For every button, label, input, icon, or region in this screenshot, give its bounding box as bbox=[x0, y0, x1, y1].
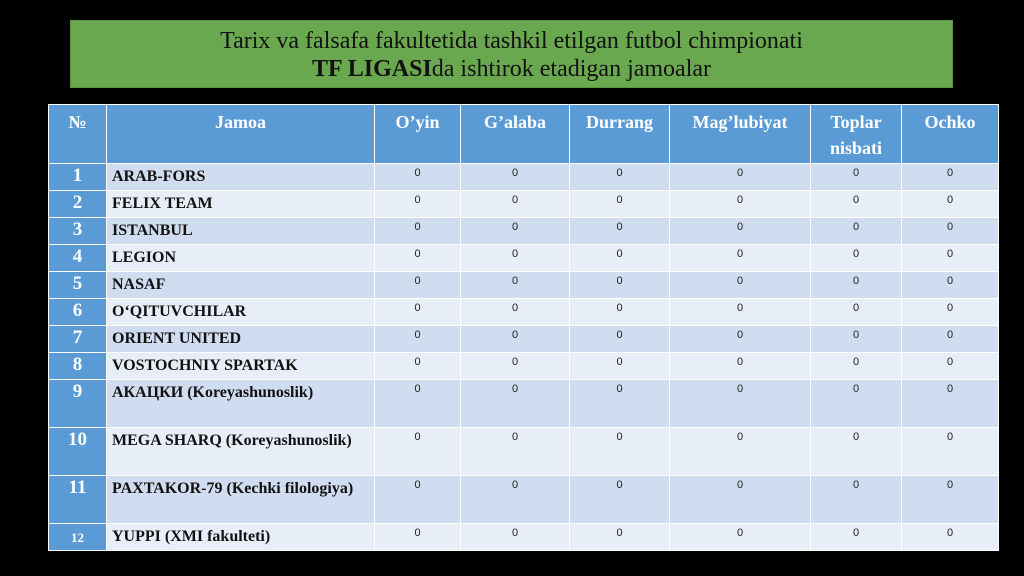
losses-value: 0 bbox=[670, 428, 811, 476]
draws-value: 0 bbox=[570, 299, 670, 326]
header-number: № bbox=[49, 105, 107, 164]
team-name: LEGION bbox=[107, 245, 375, 272]
league-name: TF LIGASI bbox=[311, 56, 432, 82]
header-goal-ratio: Toplar nisbati bbox=[811, 105, 902, 164]
goal-ratio-value: 0 bbox=[811, 326, 902, 353]
title-line-2 bbox=[71, 55, 952, 83]
wins-value: 0 bbox=[461, 272, 570, 299]
draws-value: 0 bbox=[570, 191, 670, 218]
played-value: 0 bbox=[375, 218, 461, 245]
draws-value: 0 bbox=[570, 524, 670, 551]
table-row bbox=[49, 245, 999, 272]
team-name: ORIENT UNITED bbox=[107, 326, 375, 353]
draws-value: 0 bbox=[570, 164, 670, 191]
row-number: 7 bbox=[49, 326, 107, 353]
table-row bbox=[49, 191, 999, 218]
team-name: MEGA SHARQ (Koreyashunoslik) bbox=[107, 428, 375, 476]
points-value: 0 bbox=[902, 380, 999, 428]
header-played: O’yin bbox=[375, 105, 461, 164]
draws-value: 0 bbox=[570, 272, 670, 299]
wins-value: 0 bbox=[461, 299, 570, 326]
losses-value: 0 bbox=[670, 272, 811, 299]
goal-ratio-value: 0 bbox=[811, 272, 902, 299]
row-number: 4 bbox=[49, 245, 107, 272]
goal-ratio-value: 0 bbox=[811, 218, 902, 245]
wins-value: 0 bbox=[461, 326, 570, 353]
losses-value: 0 bbox=[670, 218, 811, 245]
draws-value: 0 bbox=[570, 326, 670, 353]
points-value: 0 bbox=[902, 353, 999, 380]
played-value: 0 bbox=[375, 476, 461, 524]
losses-value: 0 bbox=[670, 164, 811, 191]
points-value: 0 bbox=[902, 326, 999, 353]
wins-value: 0 bbox=[461, 476, 570, 524]
goal-ratio-value: 0 bbox=[811, 524, 902, 551]
losses-value: 0 bbox=[670, 299, 811, 326]
losses-value: 0 bbox=[670, 245, 811, 272]
team-name: FELIX TEAM bbox=[107, 191, 375, 218]
goal-ratio-value: 0 bbox=[811, 428, 902, 476]
played-value: 0 bbox=[375, 245, 461, 272]
table-row bbox=[49, 428, 999, 476]
header-points: Ochko bbox=[902, 105, 999, 164]
team-name: NASAF bbox=[107, 272, 375, 299]
goal-ratio-value: 0 bbox=[811, 353, 902, 380]
played-value: 0 bbox=[375, 326, 461, 353]
played-value: 0 bbox=[375, 299, 461, 326]
table-row bbox=[49, 353, 999, 380]
table-row bbox=[49, 380, 999, 428]
losses-value: 0 bbox=[670, 476, 811, 524]
row-number: 5 bbox=[49, 272, 107, 299]
played-value: 0 bbox=[375, 164, 461, 191]
header-row bbox=[49, 105, 999, 164]
wins-value: 0 bbox=[461, 428, 570, 476]
wins-value: 0 bbox=[461, 164, 570, 191]
team-name: ARAB-FORS bbox=[107, 164, 375, 191]
draws-value: 0 bbox=[570, 245, 670, 272]
row-number: 9 bbox=[49, 380, 107, 428]
losses-value: 0 bbox=[670, 380, 811, 428]
goal-ratio-value: 0 bbox=[811, 191, 902, 218]
points-value: 0 bbox=[902, 245, 999, 272]
team-name: PAXTAKOR-79 (Kechki filologiya) bbox=[107, 476, 375, 524]
header-team: Jamoa bbox=[107, 105, 375, 164]
played-value: 0 bbox=[375, 191, 461, 218]
draws-value: 0 bbox=[570, 476, 670, 524]
team-name: VOSTOCHNIY SPARTAK bbox=[107, 353, 375, 380]
header-draws: Durrang bbox=[570, 105, 670, 164]
losses-value: 0 bbox=[670, 353, 811, 380]
row-number: 3 bbox=[49, 218, 107, 245]
played-value: 0 bbox=[375, 380, 461, 428]
standings-body bbox=[49, 164, 999, 551]
title-line-1: Tarix va falsafa fakultetida tashkil etilgan futbol chimpionati bbox=[220, 28, 803, 54]
wins-value: 0 bbox=[461, 191, 570, 218]
goal-ratio-value: 0 bbox=[811, 476, 902, 524]
points-value: 0 bbox=[902, 164, 999, 191]
table-row bbox=[49, 272, 999, 299]
team-name: YUPPI (XMI fakulteti) bbox=[107, 524, 375, 551]
row-number: 12 bbox=[49, 524, 107, 551]
draws-value: 0 bbox=[570, 380, 670, 428]
draws-value: 0 bbox=[570, 218, 670, 245]
table-row bbox=[49, 326, 999, 353]
losses-value: 0 bbox=[670, 524, 811, 551]
table-row bbox=[49, 476, 999, 524]
header-losses: Mag’lubiyat bbox=[670, 105, 811, 164]
losses-value: 0 bbox=[670, 326, 811, 353]
goal-ratio-value: 0 bbox=[811, 380, 902, 428]
points-value: 0 bbox=[902, 428, 999, 476]
wins-value: 0 bbox=[461, 353, 570, 380]
played-value: 0 bbox=[375, 428, 461, 476]
goal-ratio-value: 0 bbox=[811, 245, 902, 272]
title-line-2-rest: da ishtirok etadigan jamoalar bbox=[431, 56, 712, 82]
points-value: 0 bbox=[902, 272, 999, 299]
wins-value: 0 bbox=[461, 245, 570, 272]
row-number: 11 bbox=[49, 476, 107, 524]
wins-value: 0 bbox=[461, 524, 570, 551]
goal-ratio-value: 0 bbox=[811, 299, 902, 326]
points-value: 0 bbox=[902, 299, 999, 326]
wins-value: 0 bbox=[461, 218, 570, 245]
played-value: 0 bbox=[375, 353, 461, 380]
row-number: 1 bbox=[49, 164, 107, 191]
standings-table-container bbox=[48, 104, 998, 551]
played-value: 0 bbox=[375, 272, 461, 299]
table-row bbox=[49, 299, 999, 326]
table-row bbox=[49, 164, 999, 191]
played-value: 0 bbox=[375, 524, 461, 551]
wins-value: 0 bbox=[461, 380, 570, 428]
title-banner bbox=[70, 20, 953, 88]
header-wins: G’alaba bbox=[461, 105, 570, 164]
standings-table bbox=[48, 104, 999, 551]
goal-ratio-value: 0 bbox=[811, 164, 902, 191]
row-number: 2 bbox=[49, 191, 107, 218]
table-row bbox=[49, 524, 999, 551]
draws-value: 0 bbox=[570, 353, 670, 380]
row-number: 8 bbox=[49, 353, 107, 380]
team-name: O‘QITUVCHILAR bbox=[107, 299, 375, 326]
draws-value: 0 bbox=[570, 428, 670, 476]
points-value: 0 bbox=[902, 476, 999, 524]
points-value: 0 bbox=[902, 218, 999, 245]
points-value: 0 bbox=[902, 524, 999, 551]
losses-value: 0 bbox=[670, 191, 811, 218]
points-value: 0 bbox=[902, 191, 999, 218]
team-name: ISTANBUL bbox=[107, 218, 375, 245]
row-number: 10 bbox=[49, 428, 107, 476]
team-name: АКАЦКИ (Koreyashunoslik) bbox=[107, 380, 375, 428]
table-row bbox=[49, 218, 999, 245]
row-number: 6 bbox=[49, 299, 107, 326]
